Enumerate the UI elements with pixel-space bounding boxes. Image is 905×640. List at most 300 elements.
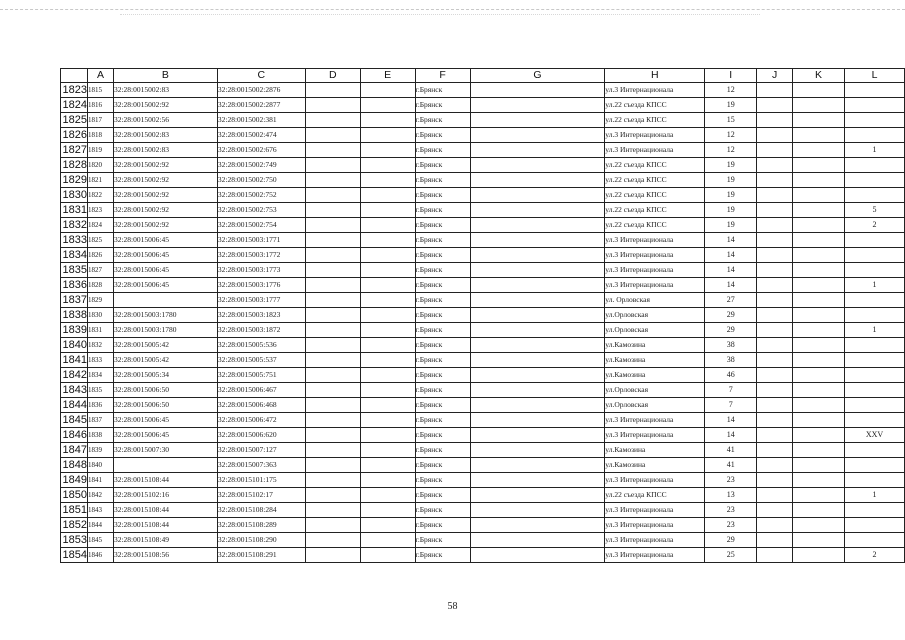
cell-f: г.Брянск <box>415 533 470 548</box>
row-number: 1839 <box>62 324 87 336</box>
cell-j <box>757 263 793 278</box>
cell-i: 19 <box>705 218 757 233</box>
cell-h: ул.22 съезда КПСС <box>605 98 705 113</box>
column-header-d: D <box>305 69 360 83</box>
cell-b: 32:28:0015006:50 <box>113 398 217 413</box>
cell-d <box>305 263 360 278</box>
cell-l <box>844 293 904 308</box>
cell-i: 41 <box>705 443 757 458</box>
cell-g <box>470 518 605 533</box>
cell-i: 19 <box>705 203 757 218</box>
cell-i: 12 <box>705 143 757 158</box>
cell-e <box>360 338 415 353</box>
cell-e <box>360 353 415 368</box>
cell-e <box>360 83 415 98</box>
cell-g <box>470 548 605 563</box>
cell-l <box>844 233 904 248</box>
cell-j <box>757 308 793 323</box>
cell-e <box>360 488 415 503</box>
cell-e <box>360 533 415 548</box>
cell-b: 32:28:0015108:49 <box>113 533 217 548</box>
row-number: 1838 <box>62 309 87 321</box>
column-header-row <box>61 69 905 83</box>
cell-g <box>470 383 605 398</box>
cell-e <box>360 368 415 383</box>
row-number: 1843 <box>62 384 87 396</box>
table-row <box>61 413 905 428</box>
cell-c: 32:28:0015108:289 <box>217 518 305 533</box>
cell-j <box>757 188 793 203</box>
cell-e <box>360 98 415 113</box>
cell-g <box>470 293 605 308</box>
cell-l <box>844 83 904 98</box>
column-header-i: I <box>705 69 757 83</box>
cell-i: 14 <box>705 428 757 443</box>
cell-h: ул.22 съезда КПСС <box>605 488 705 503</box>
cell-i: 23 <box>705 473 757 488</box>
cell-i: 19 <box>705 173 757 188</box>
cell-c: 32:28:0015002:749 <box>217 158 305 173</box>
table-row <box>61 308 905 323</box>
cell-i: 14 <box>705 248 757 263</box>
cell-a: 1845 <box>87 533 113 548</box>
column-header-e: E <box>360 69 415 83</box>
row-number: 1849 <box>62 474 87 486</box>
cell-k <box>793 428 845 443</box>
cell-h: ул.Камозина <box>605 368 705 383</box>
cell-h: ул.3 Интернационала <box>605 548 705 563</box>
cell-g <box>470 323 605 338</box>
cell-e <box>360 503 415 518</box>
cell-f: г.Брянск <box>415 248 470 263</box>
cell-i: 7 <box>705 383 757 398</box>
cell-i: 12 <box>705 128 757 143</box>
cell-l <box>844 443 904 458</box>
cell-c: 32:28:0015002:381 <box>217 113 305 128</box>
cell-g <box>470 308 605 323</box>
row-number: 1836 <box>62 279 87 291</box>
cell-d <box>305 338 360 353</box>
cell-j <box>757 353 793 368</box>
cell-j <box>757 113 793 128</box>
cell-b: 32:28:0015108:44 <box>113 473 217 488</box>
cell-h: ул.3 Интернационала <box>605 128 705 143</box>
table-row <box>61 518 905 533</box>
table-row <box>61 203 905 218</box>
cell-h: ул.22 съезда КПСС <box>605 203 705 218</box>
cell-i: 15 <box>705 113 757 128</box>
cell-l: 2 <box>844 548 904 563</box>
cell-f: г.Брянск <box>415 443 470 458</box>
cell-g <box>470 248 605 263</box>
cell-e <box>360 383 415 398</box>
cell-j <box>757 218 793 233</box>
cell-j <box>757 548 793 563</box>
cell-c: 32:28:0015003:1872 <box>217 323 305 338</box>
cell-h: ул.22 съезда КПСС <box>605 218 705 233</box>
cell-b: 32:28:0015006:45 <box>113 248 217 263</box>
cell-j <box>757 473 793 488</box>
row-number: 1837 <box>62 294 87 306</box>
cell-a: 1829 <box>87 293 113 308</box>
row-number: 1854 <box>62 549 87 561</box>
cell-i: 12 <box>705 83 757 98</box>
row-number: 1823 <box>62 84 87 96</box>
cell-b: 32:28:0015002:83 <box>113 83 217 98</box>
cell-g <box>470 173 605 188</box>
cell-g <box>470 488 605 503</box>
cell-j <box>757 503 793 518</box>
cell-k <box>793 353 845 368</box>
cell-j <box>757 338 793 353</box>
cell-k <box>793 443 845 458</box>
cell-a: 1821 <box>87 173 113 188</box>
cell-a: 1837 <box>87 413 113 428</box>
cell-a: 1835 <box>87 383 113 398</box>
cell-j <box>757 533 793 548</box>
table-row <box>61 248 905 263</box>
cell-k <box>793 548 845 563</box>
cell-f: г.Брянск <box>415 263 470 278</box>
cell-k <box>793 488 845 503</box>
cell-j <box>757 458 793 473</box>
cell-k <box>793 398 845 413</box>
row-number: 1850 <box>62 489 87 501</box>
cell-a: 1836 <box>87 398 113 413</box>
cell-i: 46 <box>705 368 757 383</box>
cell-j <box>757 143 793 158</box>
cell-e <box>360 203 415 218</box>
cell-a: 1843 <box>87 503 113 518</box>
cell-e <box>360 413 415 428</box>
cell-c: 32:28:0015003:1776 <box>217 278 305 293</box>
row-number: 1834 <box>62 249 87 261</box>
cell-l <box>844 383 904 398</box>
cell-b: 32:28:0015002:92 <box>113 173 217 188</box>
cell-b: 32:28:0015002:92 <box>113 188 217 203</box>
cell-l: XXV <box>844 428 904 443</box>
cell-k <box>793 128 845 143</box>
cell-h: ул.3 Интернационала <box>605 428 705 443</box>
cell-e <box>360 548 415 563</box>
cell-h: ул.Камозина <box>605 353 705 368</box>
cell-c: 32:28:0015005:537 <box>217 353 305 368</box>
cell-g <box>470 473 605 488</box>
table-row <box>61 383 905 398</box>
cell-d <box>305 503 360 518</box>
row-number: 1853 <box>62 534 87 546</box>
cell-e <box>360 128 415 143</box>
cell-j <box>757 293 793 308</box>
cell-f: г.Брянск <box>415 128 470 143</box>
cell-b: 32:28:0015006:50 <box>113 383 217 398</box>
cell-e <box>360 218 415 233</box>
cell-g <box>470 98 605 113</box>
cell-e <box>360 293 415 308</box>
cell-c: 32:28:0015002:752 <box>217 188 305 203</box>
cell-d <box>305 308 360 323</box>
cell-b: 32:28:0015002:56 <box>113 113 217 128</box>
cell-b: 32:28:0015006:45 <box>113 278 217 293</box>
cell-f: г.Брянск <box>415 548 470 563</box>
cell-d <box>305 428 360 443</box>
cell-h: ул.3 Интернационала <box>605 83 705 98</box>
row-number: 1829 <box>62 174 87 186</box>
cell-d <box>305 233 360 248</box>
cell-l <box>844 248 904 263</box>
cell-d <box>305 398 360 413</box>
cell-a: 1831 <box>87 323 113 338</box>
table-row <box>61 533 905 548</box>
cell-c: 32:28:0015006:467 <box>217 383 305 398</box>
cell-g <box>470 368 605 383</box>
cell-i: 14 <box>705 233 757 248</box>
cell-g <box>470 503 605 518</box>
cell-a: 1822 <box>87 188 113 203</box>
cell-i: 29 <box>705 533 757 548</box>
cell-i: 27 <box>705 293 757 308</box>
cell-f: г.Брянск <box>415 203 470 218</box>
cell-d <box>305 203 360 218</box>
cell-d <box>305 173 360 188</box>
table-row <box>61 353 905 368</box>
cell-i: 13 <box>705 488 757 503</box>
cell-f: г.Брянск <box>415 308 470 323</box>
cell-k <box>793 308 845 323</box>
column-header-j: J <box>757 69 793 83</box>
cell-k <box>793 263 845 278</box>
cell-l <box>844 503 904 518</box>
cell-k <box>793 338 845 353</box>
cell-h: ул.3 Интернационала <box>605 263 705 278</box>
cell-a: 1833 <box>87 353 113 368</box>
row-number: 1830 <box>62 189 87 201</box>
cell-c: 32:28:0015002:2877 <box>217 98 305 113</box>
cell-l <box>844 353 904 368</box>
table-row <box>61 128 905 143</box>
cell-g <box>470 413 605 428</box>
table-row <box>61 233 905 248</box>
cell-a: 1839 <box>87 443 113 458</box>
cell-e <box>360 188 415 203</box>
row-number: 1848 <box>62 459 87 471</box>
cell-f: г.Брянск <box>415 488 470 503</box>
table-row <box>61 83 905 98</box>
cell-b: 32:28:0015002:83 <box>113 143 217 158</box>
table-row <box>61 428 905 443</box>
page-number: 58 <box>447 601 458 612</box>
cell-f: г.Брянск <box>415 113 470 128</box>
cell-f: г.Брянск <box>415 143 470 158</box>
cell-k <box>793 248 845 263</box>
cell-k <box>793 203 845 218</box>
cell-k <box>793 533 845 548</box>
cell-d <box>305 293 360 308</box>
cell-b: 32:28:0015003:1780 <box>113 323 217 338</box>
cell-g <box>470 143 605 158</box>
cell-f: г.Брянск <box>415 458 470 473</box>
cell-d <box>305 143 360 158</box>
cell-a: 1830 <box>87 308 113 323</box>
cell-h: ул.Камозина <box>605 443 705 458</box>
cell-e <box>360 278 415 293</box>
row-number: 1844 <box>62 399 87 411</box>
cell-h: ул.22 съезда КПСС <box>605 173 705 188</box>
cell-j <box>757 173 793 188</box>
cell-f: г.Брянск <box>415 398 470 413</box>
cell-f: г.Брянск <box>415 338 470 353</box>
cell-a: 1823 <box>87 203 113 218</box>
cell-c: 32:28:0015003:1777 <box>217 293 305 308</box>
cell-e <box>360 518 415 533</box>
cell-j <box>757 248 793 263</box>
cell-h: ул.Орловская <box>605 383 705 398</box>
cell-h: ул.3 Интернационала <box>605 533 705 548</box>
cell-k <box>793 98 845 113</box>
table-row <box>61 218 905 233</box>
cell-c: 32:28:0015003:1773 <box>217 263 305 278</box>
cell-j <box>757 158 793 173</box>
cell-l <box>844 368 904 383</box>
cell-e <box>360 473 415 488</box>
cell-b: 32:28:0015003:1780 <box>113 308 217 323</box>
cell-f: г.Брянск <box>415 368 470 383</box>
cell-j <box>757 368 793 383</box>
table-row <box>61 188 905 203</box>
cell-j <box>757 443 793 458</box>
cell-i: 19 <box>705 98 757 113</box>
cell-a: 1820 <box>87 158 113 173</box>
cell-c: 32:28:0015102:17 <box>217 488 305 503</box>
cell-h: ул. Орловская <box>605 293 705 308</box>
cell-h: ул.Орловская <box>605 308 705 323</box>
cell-c: 32:28:0015002:754 <box>217 218 305 233</box>
cell-l <box>844 308 904 323</box>
cell-b <box>113 293 217 308</box>
cell-a: 1815 <box>87 83 113 98</box>
column-header-k: K <box>793 69 845 83</box>
cell-c: 32:28:0015002:2876 <box>217 83 305 98</box>
cell-d <box>305 488 360 503</box>
cell-k <box>793 218 845 233</box>
cell-h: ул.Камозина <box>605 338 705 353</box>
cell-i: 38 <box>705 353 757 368</box>
table-row <box>61 368 905 383</box>
scan-artifact-line <box>120 14 760 15</box>
cell-g <box>470 203 605 218</box>
cell-l <box>844 458 904 473</box>
spreadsheet-table <box>60 68 905 563</box>
cell-l: 5 <box>844 203 904 218</box>
table-body <box>61 83 905 563</box>
cell-k <box>793 323 845 338</box>
cell-k <box>793 173 845 188</box>
cell-h: ул.22 съезда КПСС <box>605 113 705 128</box>
cell-b: 32:28:0015006:45 <box>113 413 217 428</box>
cell-g <box>470 398 605 413</box>
cell-d <box>305 458 360 473</box>
cell-l <box>844 263 904 278</box>
cell-f: г.Брянск <box>415 473 470 488</box>
cell-g <box>470 353 605 368</box>
column-header-h: H <box>605 69 705 83</box>
cell-g <box>470 458 605 473</box>
cell-d <box>305 548 360 563</box>
cell-a: 1846 <box>87 548 113 563</box>
cell-j <box>757 83 793 98</box>
cell-j <box>757 98 793 113</box>
cell-g <box>470 128 605 143</box>
cell-f: г.Брянск <box>415 293 470 308</box>
cell-a: 1838 <box>87 428 113 443</box>
cell-c: 32:28:0015108:284 <box>217 503 305 518</box>
cell-f: г.Брянск <box>415 503 470 518</box>
cell-b: 32:28:0015002:92 <box>113 158 217 173</box>
cell-e <box>360 248 415 263</box>
cell-f: г.Брянск <box>415 413 470 428</box>
cell-b: 32:28:0015108:56 <box>113 548 217 563</box>
column-header-l: L <box>844 69 904 83</box>
cell-d <box>305 218 360 233</box>
cell-j <box>757 413 793 428</box>
cell-k <box>793 413 845 428</box>
cell-e <box>360 323 415 338</box>
row-number: 1826 <box>62 129 87 141</box>
cell-l: 1 <box>844 143 904 158</box>
cell-c: 32:28:0015002:753 <box>217 203 305 218</box>
cell-g <box>470 218 605 233</box>
cell-b: 32:28:0015108:44 <box>113 503 217 518</box>
cell-c: 32:28:0015108:291 <box>217 548 305 563</box>
cell-j <box>757 233 793 248</box>
cell-f: г.Брянск <box>415 98 470 113</box>
cell-c: 32:28:0015005:751 <box>217 368 305 383</box>
cell-l <box>844 473 904 488</box>
cell-c: 32:28:0015003:1771 <box>217 233 305 248</box>
row-number: 1852 <box>62 519 87 531</box>
cell-h: ул.3 Интернационала <box>605 413 705 428</box>
cell-c: 32:28:0015108:290 <box>217 533 305 548</box>
table-row <box>61 473 905 488</box>
table-row <box>61 458 905 473</box>
cell-a: 1825 <box>87 233 113 248</box>
cell-c: 32:28:0015101:175 <box>217 473 305 488</box>
cell-h: ул.3 Интернационала <box>605 278 705 293</box>
column-header-a: A <box>87 69 113 83</box>
cell-g <box>470 533 605 548</box>
table-row <box>61 323 905 338</box>
cell-i: 25 <box>705 548 757 563</box>
cell-h: ул.3 Интернационала <box>605 233 705 248</box>
cell-f: г.Брянск <box>415 518 470 533</box>
cell-h: ул.Камозина <box>605 458 705 473</box>
cell-l <box>844 188 904 203</box>
cell-i: 29 <box>705 308 757 323</box>
cell-b: 32:28:0015002:92 <box>113 218 217 233</box>
cell-l: 2 <box>844 218 904 233</box>
cell-k <box>793 518 845 533</box>
cell-b: 32:28:0015002:92 <box>113 203 217 218</box>
cell-b: 32:28:0015006:45 <box>113 233 217 248</box>
cell-f: г.Брянск <box>415 173 470 188</box>
cell-b: 32:28:0015006:45 <box>113 428 217 443</box>
cell-i: 38 <box>705 338 757 353</box>
cell-i: 7 <box>705 398 757 413</box>
cell-b: 32:28:0015108:44 <box>113 518 217 533</box>
cell-c: 32:28:0015002:750 <box>217 173 305 188</box>
cell-b: 32:28:0015005:42 <box>113 353 217 368</box>
cell-d <box>305 383 360 398</box>
